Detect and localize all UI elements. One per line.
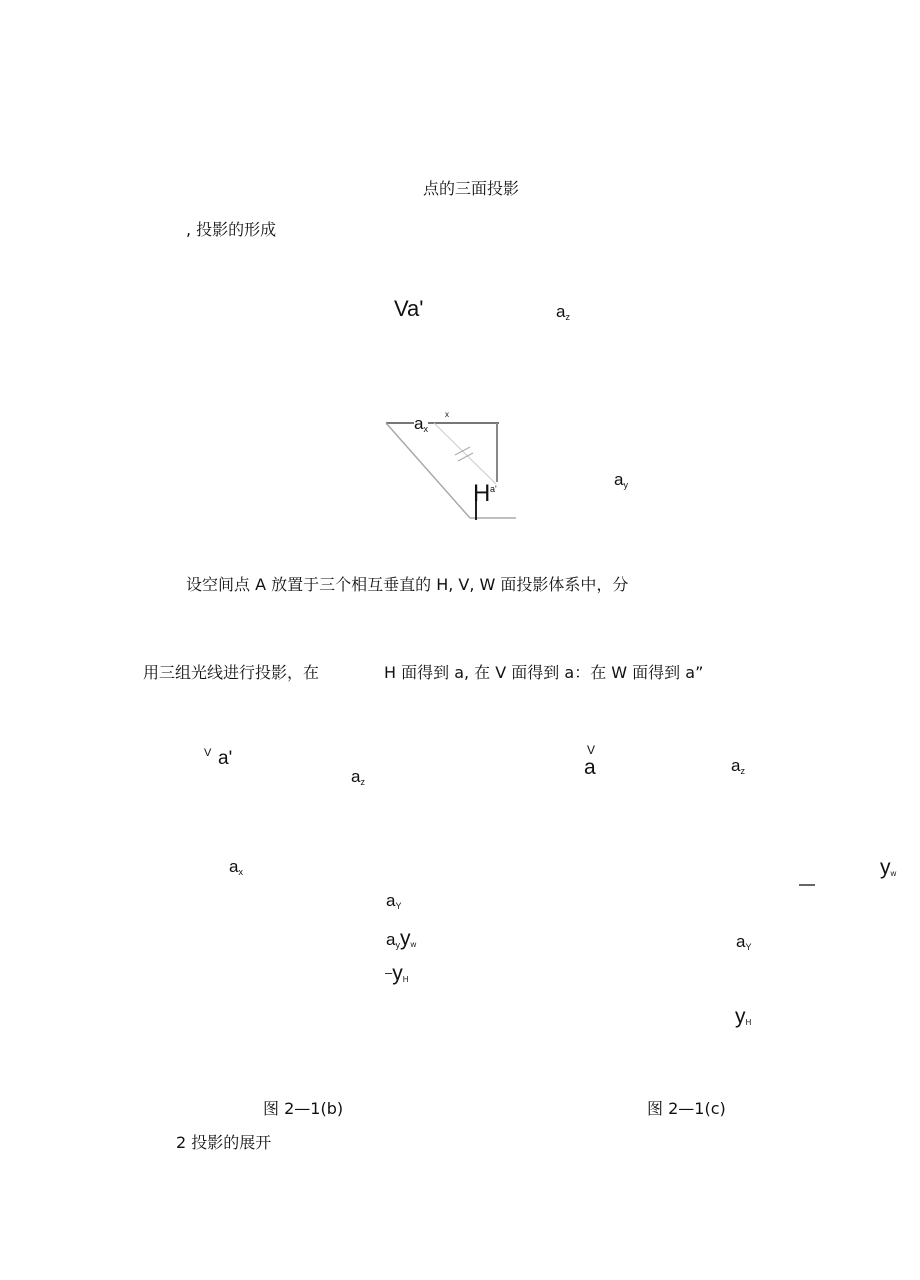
page-title: 点的三面投影 [423, 179, 520, 198]
paragraph-projection-b: H 面得到 a, 在 V 面得到 a：在 W 面得到 a” [384, 663, 704, 682]
fig-a-label-h: H [473, 480, 491, 507]
fig-b-label-v: V [204, 747, 212, 759]
section-heading-unfolding: 2 投影的展开 [176, 1133, 272, 1152]
fig-c-label-az: $a_z$ [731, 756, 745, 776]
fig-b-label-ay-yw: $a_yyw$ [386, 927, 417, 950]
fig-c-label-yh: yH [735, 1005, 752, 1028]
fig-c-label-yw: yw [880, 856, 897, 879]
fig-a-label-ax: $a_x$ [414, 414, 428, 434]
fig-c-label-v: V [587, 743, 596, 757]
fig-a-label-a-small: a' [490, 484, 497, 494]
fig-a-label-va: Va' [394, 296, 424, 321]
fig-a-label-az: $a_z$ [556, 302, 570, 322]
fig-c-label-a: a [584, 756, 596, 779]
fig-b-caption: 图 2—1(b) [263, 1099, 344, 1118]
paragraph-setup: 设空间点 A 放置于三个相互垂直的 H, V, W 面投影体系中，分 [186, 575, 629, 594]
fig-b-label-yh: –yH [385, 962, 409, 985]
fig-b-label-ax: $a_x$ [229, 857, 243, 877]
fig-c-label-ay-upper: $a_Y$ [736, 932, 752, 952]
section-heading-formation: , 投影的形成 [186, 220, 277, 239]
fig-b-label-a-prime: a' [218, 748, 233, 769]
fig-a-label-ay: $a_y$ [614, 470, 628, 490]
fig-c-partial-mark [799, 884, 815, 889]
fig-a-label-x: x [445, 410, 449, 419]
fig-b-label-az: $a_z$ [351, 767, 365, 787]
fig-b-label-ay-upper: $a_Y$ [386, 891, 402, 911]
paragraph-projection-a: 用三组光线进行投影，在 [143, 663, 320, 682]
fig-c-caption: 图 2—1(c) [647, 1099, 726, 1118]
